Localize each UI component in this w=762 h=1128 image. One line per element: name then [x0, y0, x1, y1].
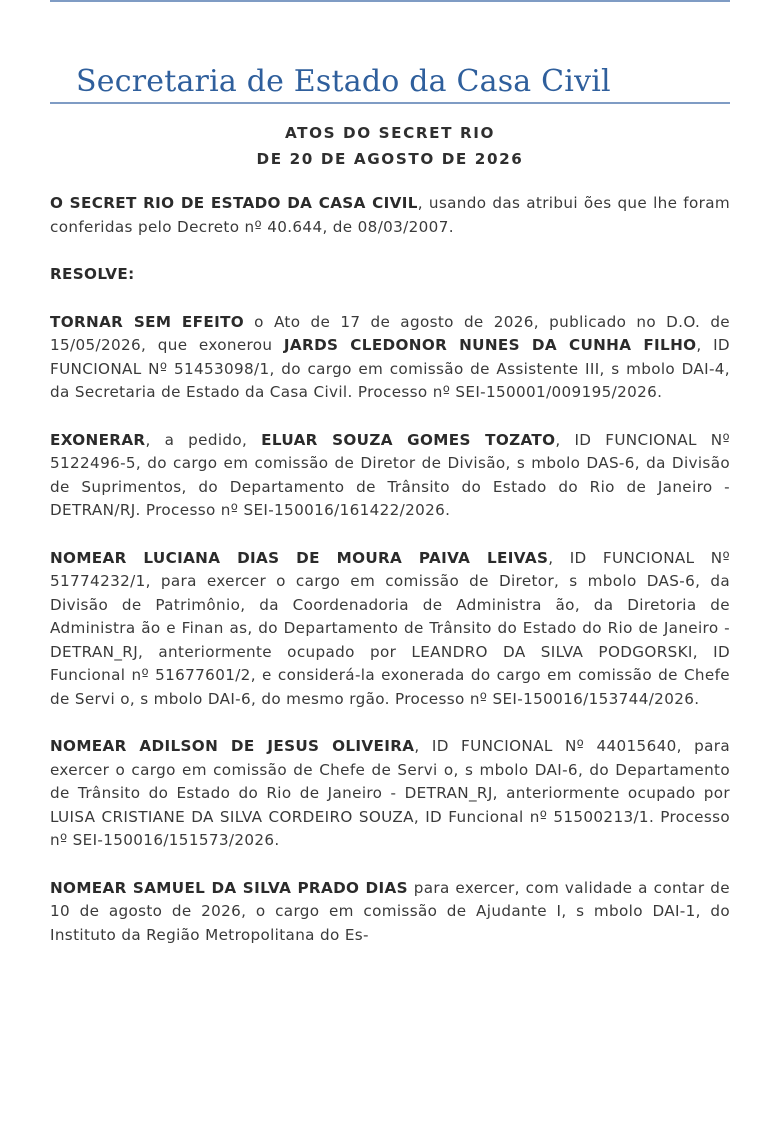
intro-paragraph: [50, 192, 730, 239]
intro-text: , usando das atribui ões que lhe foram conferidas pelo Decreto nº 40.644, de 08/03/2007.: [50, 194, 731, 236]
acts-heading-line1: ATOS DO SECRET RIO: [284, 124, 496, 142]
act-paragraph-1: [50, 311, 730, 405]
acts-heading: [50, 120, 730, 172]
resolve-label: RESOLVE:: [50, 265, 135, 283]
act-2-text-1: , a pedido,: [145, 430, 262, 449]
act-1-text-1: o Ato de 17 de agosto de 2026, publicado no D.O. de 15/05/2026, que exonerou: [50, 312, 730, 354]
section-title-rule: [50, 102, 730, 104]
document-body: [50, 120, 730, 971]
section-title: Secretaria de Estado da Casa Civil: [76, 64, 611, 99]
intro-bold: O SECRET RIO DE ESTADO DA CASA CIVIL: [50, 194, 418, 212]
act-4-bold-1: NOMEAR ADILSON DE JESUS OLIVEIRA: [50, 737, 415, 755]
act-1-bold-1: TORNAR SEM EFEITO: [50, 312, 245, 331]
top-border-rule: [50, 0, 730, 2]
act-paragraph-4: [50, 735, 730, 853]
act-1-text-2: , ID FUNCIONAL Nº 51453098/1, do cargo em comissão de Assistente III, s mbolo DAI-4, da Secretaria de Estado da Casa Civil. Processo nº SEI-150001/009195/2026.: [50, 336, 730, 401]
section-header: [50, 64, 730, 104]
act-paragraph-5: [50, 877, 730, 948]
act-3-text-1: , ID FUNCIONAL Nº 51774232/1, para exercer o cargo em comissão de Diretor, s mbolo DAS-6, da Divisão de Patrimônio, da Coordenadoria de Administra ão, da Diretoria de Administra ão e Finan as, do Departamento de Trânsito do Estado do Rio de Janeiro - DETRAN_RJ, anteriormente ocupado por LEANDRO DA SILVA PODGORSKI, ID Funcional nº 51677601/2, e considerá-la exonerada do cargo em comissão de Chefe de Servi o, s mbolo DAI-6, do mesmo rgão. Processo nº SEI-150016/153744/2026.: [50, 548, 730, 708]
act-5-bold-1: NOMEAR SAMUEL DA SILVA PRADO DIAS: [50, 878, 408, 897]
act-paragraph-2: [50, 429, 730, 523]
act-4-text-1: , ID FUNCIONAL Nº 44015640, para exercer o cargo em comissão de Chefe de Servi o, s mbolo DAI-6, do Departamento de Trânsito do Estado do Rio de Janeiro - DETRAN_RJ, anteriormente ocupado por LUISA CRISTIANE DA SILVA CORDEIRO SOUZA, ID Funcional nº 51500213/1. Processo nº SEI-150016/151573/2026.: [50, 737, 730, 849]
acts-heading-line2: DE 20 DE AGOSTO DE 2026: [256, 150, 524, 168]
act-5-text-1: para exercer, com validade a contar de 10 de agosto de 2026, o cargo em comissão de Ajudante I, s mbolo DAI-1, do Instituto da Região Metropolitana do Es-: [50, 878, 730, 944]
act-paragraph-3: [50, 547, 730, 712]
act-3-bold-1: NOMEAR LUCIANA DIAS DE MOURA PAIVA LEIVAS: [50, 548, 549, 567]
act-2-bold-1: EXONERAR: [50, 430, 146, 449]
act-1-bold-2: JARDS CLEDONOR NUNES DA CUNHA FILHO: [283, 336, 697, 354]
act-2-text-2: , ID FUNCIONAL Nº 5122496-5, do cargo em comissão de Diretor de Divisão, s mbolo DAS-6, da Divisão de Suprimentos, do Departamento de Trânsito do Estado do Rio de Janeiro - DETRAN/RJ. Processo nº SEI-150016/161422/2026.: [50, 430, 730, 519]
act-2-bold-2: ELUAR SOUZA GOMES TOZATO: [261, 430, 556, 449]
